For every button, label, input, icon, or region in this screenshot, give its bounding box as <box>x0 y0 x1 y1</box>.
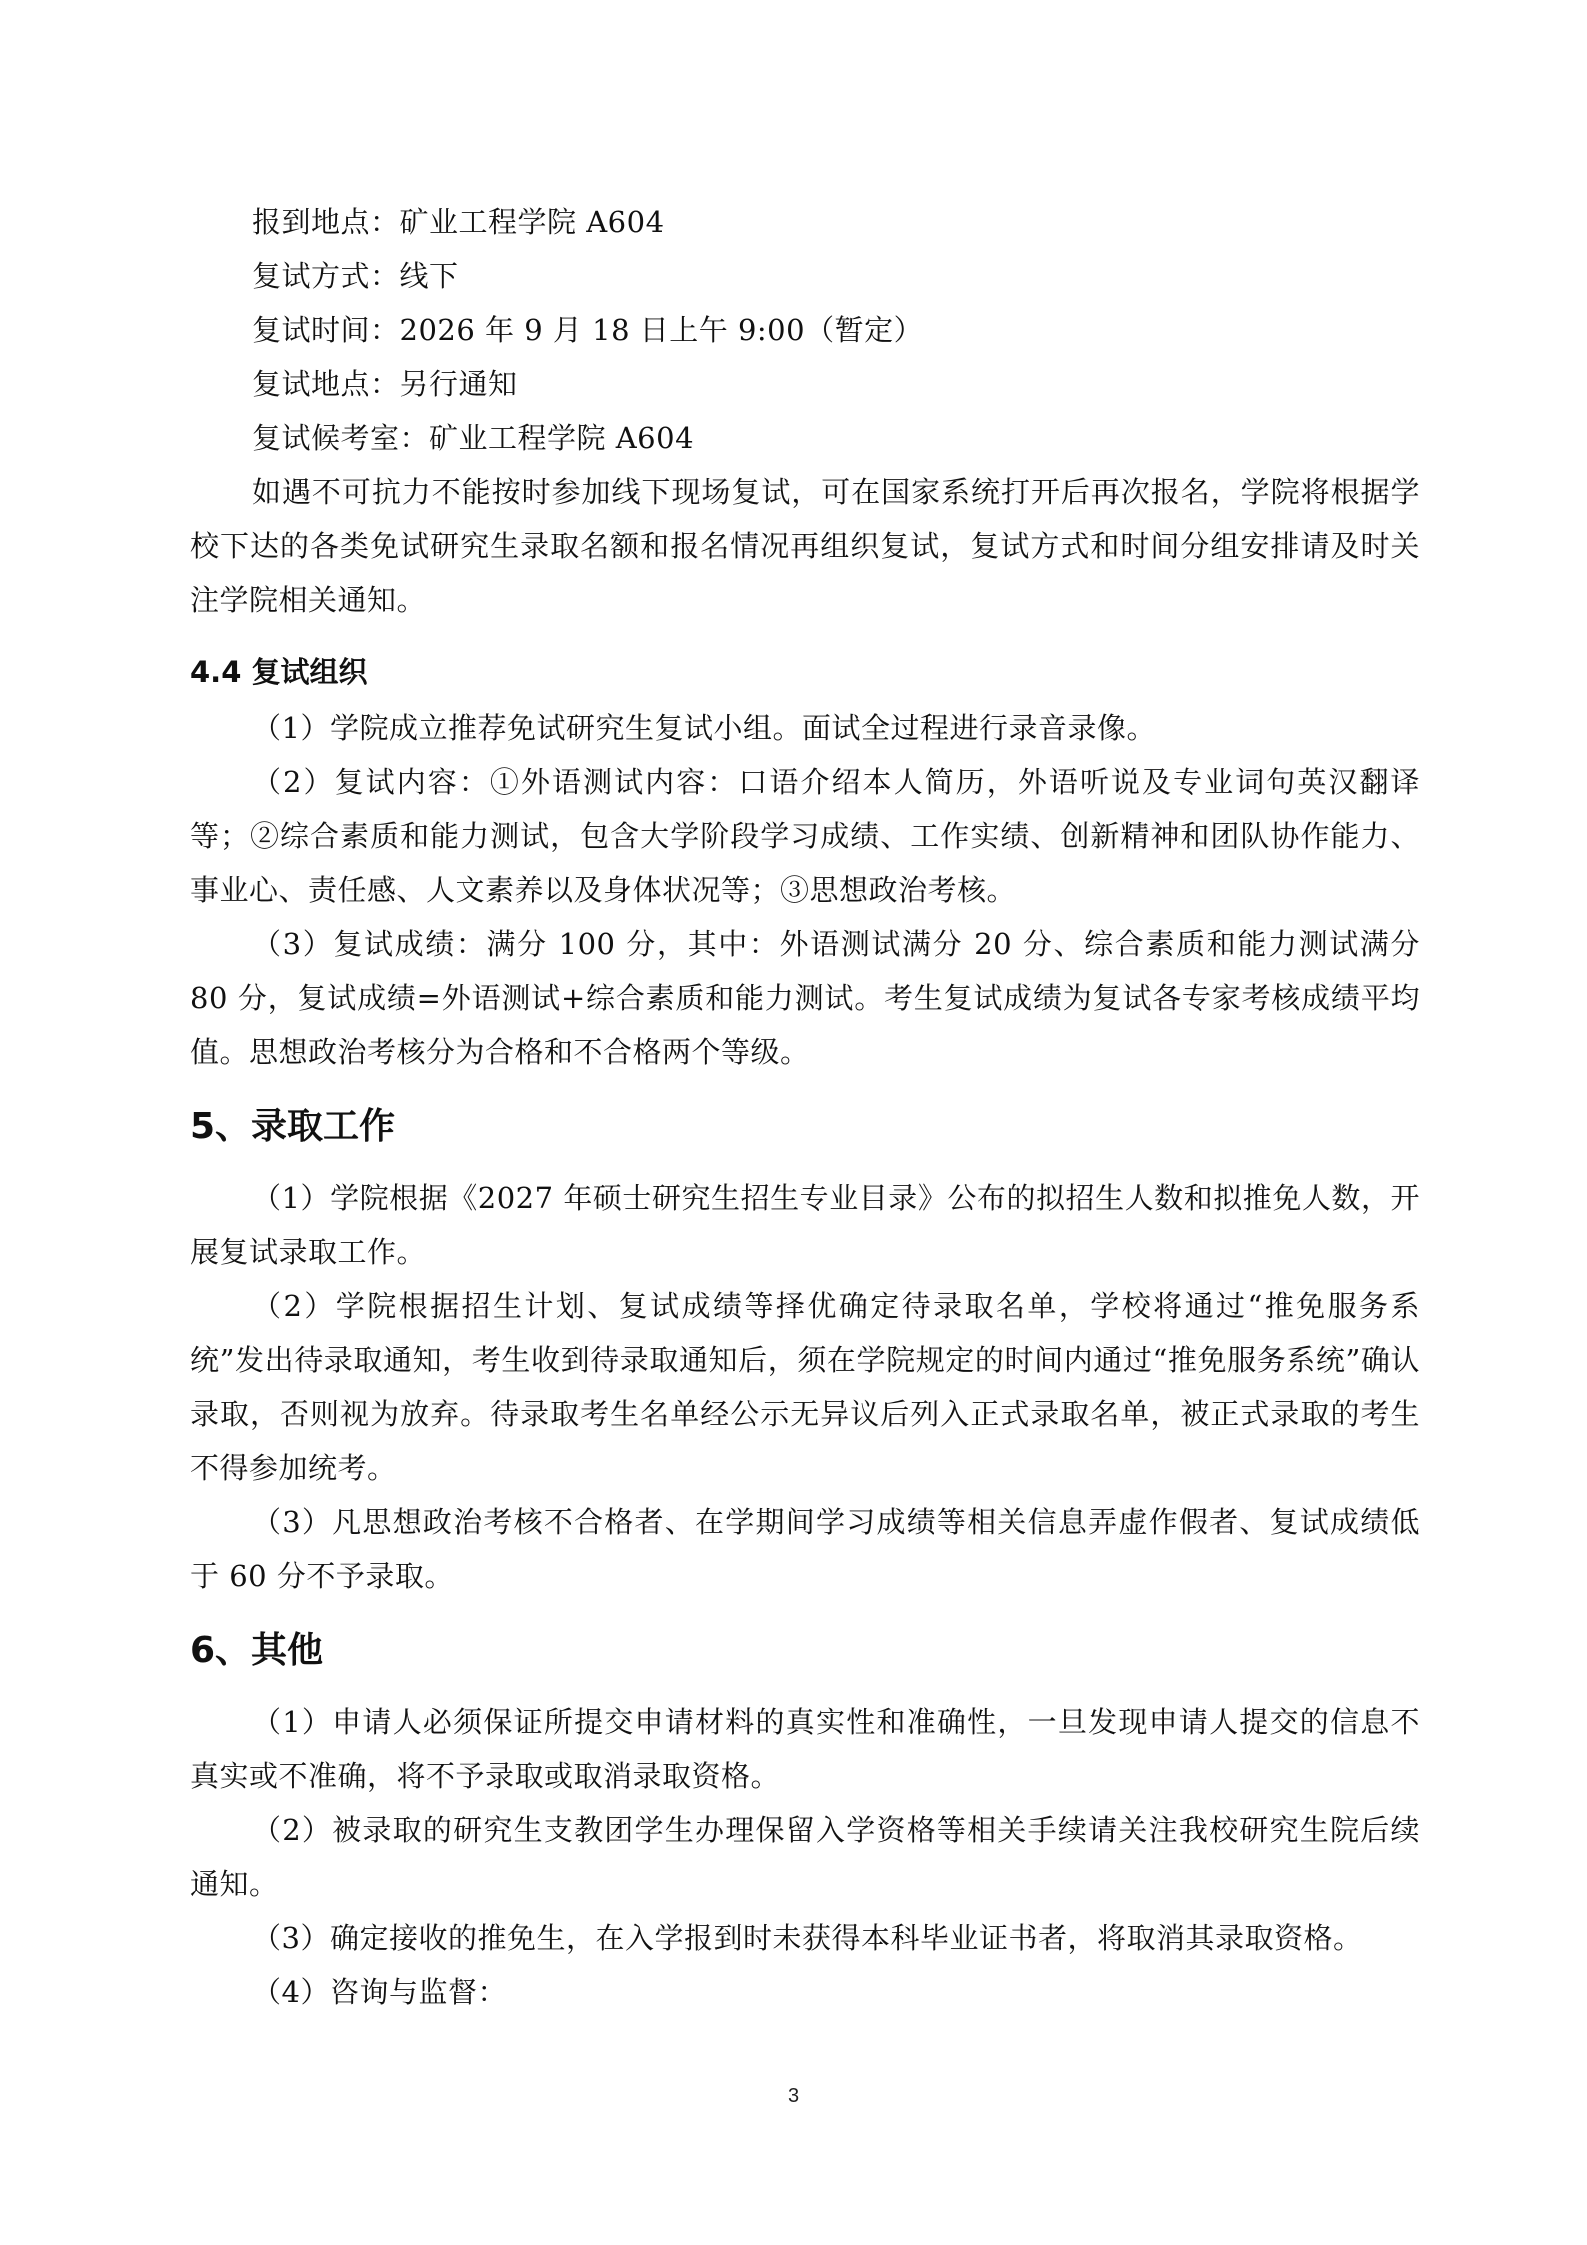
section-5-item-1: （1）学院根据《2027 年硕士研究生招生专业目录》公布的拟招生人数和拟推免人数，开展复试录取工作。 <box>190 1181 1420 1269</box>
section-5-item-2: （2）学院根据招生计划、复试成绩等择优确定待录取名单，学校将通过“推免服务系统”发出待录取通知，考生收到待录取通知后，须在学院规定的时间内通过“推免服务系统”确认录取，否则视为放弃。待录取考生名单经公示无异议后列入正式录取名单，被正式录取的考生不得参加统考。 <box>190 1289 1420 1485</box>
interview-location-line: 复试地点：另行通知 <box>252 367 518 401</box>
waiting-room-line: 复试候考室：矿业工程学院 A604 <box>252 421 695 455</box>
section-6-item-1: （1）申请人必须保证所提交申请材料的真实性和准确性，一旦发现申请人提交的信息不真实或不准确，将不予录取或取消录取资格。 <box>190 1705 1420 1793</box>
section-6-item-3: （3）确定接收的推免生，在入学报到时未获得本科毕业证书者，将取消其录取资格。 <box>252 1921 1363 1955</box>
interview-method-line: 复试方式：线下 <box>252 259 459 293</box>
interview-time-line: 复试时间：2026 年 9 月 18 日上午 9:00（暂定） <box>252 313 924 347</box>
section-4-4-item-1: （1）学院成立推荐免试研究生复试小组。面试全过程进行录音录像。 <box>252 711 1156 745</box>
section-5-heading: 5、录取工作 <box>190 1106 396 1147</box>
section-6-item-2: （2）被录取的研究生支教团学生办理保留入学资格等相关手续请关注我校研究生院后续通知。 <box>190 1813 1420 1901</box>
section-4-4-item-3: （3）复试成绩：满分 100 分，其中：外语测试满分 20 分、综合素质和能力测试满分 80 分，复试成绩=外语测试+综合素质和能力测试。考生复试成绩为复试各专家考核成绩平均值。思想政治考核分为合格和不合格两个等级。 <box>190 927 1420 1069</box>
section-4-4-item-2: （2）复试内容：①外语测试内容：口语介绍本人简历，外语听说及专业词句英汉翻译等；②综合素质和能力测试，包含大学阶段学习成绩、工作实绩、创新精神和团队协作能力、事业心、责任感、人文素养以及身体状况等；③思想政治考核。 <box>190 765 1420 907</box>
section-6-heading: 6、其他 <box>190 1630 324 1671</box>
page-number: 3 <box>787 2085 800 2107</box>
section-6-item-4: （4）咨询与监督： <box>252 1975 507 2009</box>
section-5-item-3: （3）凡思想政治考核不合格者、在学期间学习成绩等相关信息弄虚作假者、复试成绩低于 60 分不予录取。 <box>190 1505 1420 1593</box>
section-4-4-heading: 4.4 复试组织 <box>190 655 368 689</box>
page-content <box>190 195 1420 2019</box>
report-location-line: 报到地点：矿业工程学院 A604 <box>252 205 665 239</box>
force-majeure-paragraph: 如遇不可抗力不能按时参加线下现场复试，可在国家系统打开后再次报名，学院将根据学校下达的各类免试研究生录取名额和报名情况再组织复试，复试方式和时间分组安排请及时关注学院相关通知。 <box>190 475 1420 617</box>
